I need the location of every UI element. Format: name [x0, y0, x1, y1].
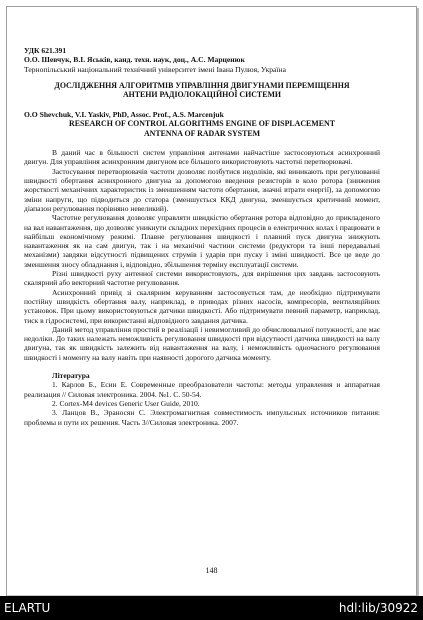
article-body-column	[24, 46, 380, 427]
reference-item: 1. Карлов Б., Есин Е. Современные преобразователи частоты: методы управления и аппаратная реализация // Силовая электроника. 2004. №1. С. 50-54.	[24, 380, 380, 399]
title-ukrainian	[24, 81, 380, 100]
references-heading: Література	[52, 371, 90, 381]
paragraph: Частотне регулювання дозволяє управляти швидкістю обертання ротора відповідно до прикладеного на вал навантаження, що дозволяє уникнути складних перехідних процесів в електричних колах і працювати в найбільш економічному режимі. Плавне регулювання швидкості і плавний пуск двигуна знижують навантаження як на сам двигун, так і на механічні частини системи (редуктори та інші передавальні механізми) завдяки відсутності підвищених струмів і ударів при пуску і зміні швидкості. Все це веде до зменшення зносу обладнання і, відповідно, збільшення терміну експлуатації системи.	[24, 213, 380, 269]
title-english-line-2: ANTENNA OF RADAR SYSTEM	[143, 128, 261, 138]
affiliation: Тернопільський національний технічний університет імені Івана Пулюя, Україна	[24, 64, 286, 74]
paragraph: Асинхронний привід зі скалярним керуванням застосовується там, де необхідно підтримувати постійну швидкість обертання валу, наприклад, в приводах різних насосів, компресорів, вентиляційних установок. При цьому використовуються датчики швидкості. Або підтримувати певний параметр, наприклад, тиск в гідросистемі, при використанні відповідного завдання датчика.	[24, 287, 380, 325]
paragraph: Даний метод управління простий в реалізації і невимогливий до обчислювальної потужності, але має недоліки. До таких належать неможливість регулювання швидкості при відсутності датчика швидкості на валу двигуна, так як швидкість залежить від навантаження на валу, і неможливість одночасного регулювання швидкості і моменту на валу навіть при наявності дорогого датчика моменту.	[24, 324, 380, 362]
handle-identifier: hdl:lib/30922	[338, 601, 418, 615]
paragraph: В даний час в більшості систем управління антенами найчастіше застосовуються асинхронний двигун. Для управління асинхронним двигуном все більшого використовують частотні перетворювачі.	[24, 148, 380, 167]
reference-item: 3. Ланцов В., Эраносян С. Электромагнитная совместимость импульсных источников питания: проблемы и пути их решения. Часть 3//Силовая электроника. 2007.	[24, 408, 380, 427]
title-ukrainian-line-1: ДОСЛІДЖЕННЯ АЛГОРИТМІВ УПРАВЛІННЯ ДВИГУНАМИ ПЕРЕМІЩЕННЯ	[54, 80, 350, 90]
title-english-line-1: RESEARCH OF CONTROL ALGORITHMS ENGINE OF DISPLACEMENT	[69, 119, 335, 129]
body-text	[24, 148, 380, 362]
page-number: 148	[205, 566, 218, 575]
repository-footer-bar	[0, 596, 423, 620]
authors-english: O.O Shevchuk, V.I. Yaskiv, PhD, Assoc. Prof., A.S. Marcenjuk	[24, 109, 224, 119]
udk-code: УДК 621.391	[24, 46, 67, 55]
title-english	[24, 119, 380, 138]
repository-name: ELARTU	[4, 601, 51, 615]
reference-item: 2. Cortex-M4 devices Generic User Guide, 2010.	[52, 398, 200, 408]
title-ukrainian-line-2: АНТЕНИ РАДІОЛОКАЦІЙНОЇ СИСТЕМИ	[122, 90, 282, 100]
references-list	[24, 380, 380, 426]
paragraph: Різні швидкості руху антенної системи використовують, для вирішення цих завдань застосовують скалярний або векторний частотне регулювання.	[24, 269, 380, 288]
paragraph: Застосування перетворювачів частоти дозволяє позбутися недоліків, які виникають при регулюванні швидкості обертання асинхронного двигуна за допомогою введення резисторів в коло ротора (зниження жорсткості механічних характеристик із зменшенням частоти обертання, значні втрати енергії), за допомогою зміни напруги, що підводиться до статора (зменшується ККД двигуна, зменшується критичний момент, діапазон регулювання порівняно невеликий).	[24, 166, 380, 213]
authors-ukrainian: О.О. Шевчук, В.І. Яськів, канд. техн. наук, доц., А.С. Марценюк	[24, 55, 245, 65]
